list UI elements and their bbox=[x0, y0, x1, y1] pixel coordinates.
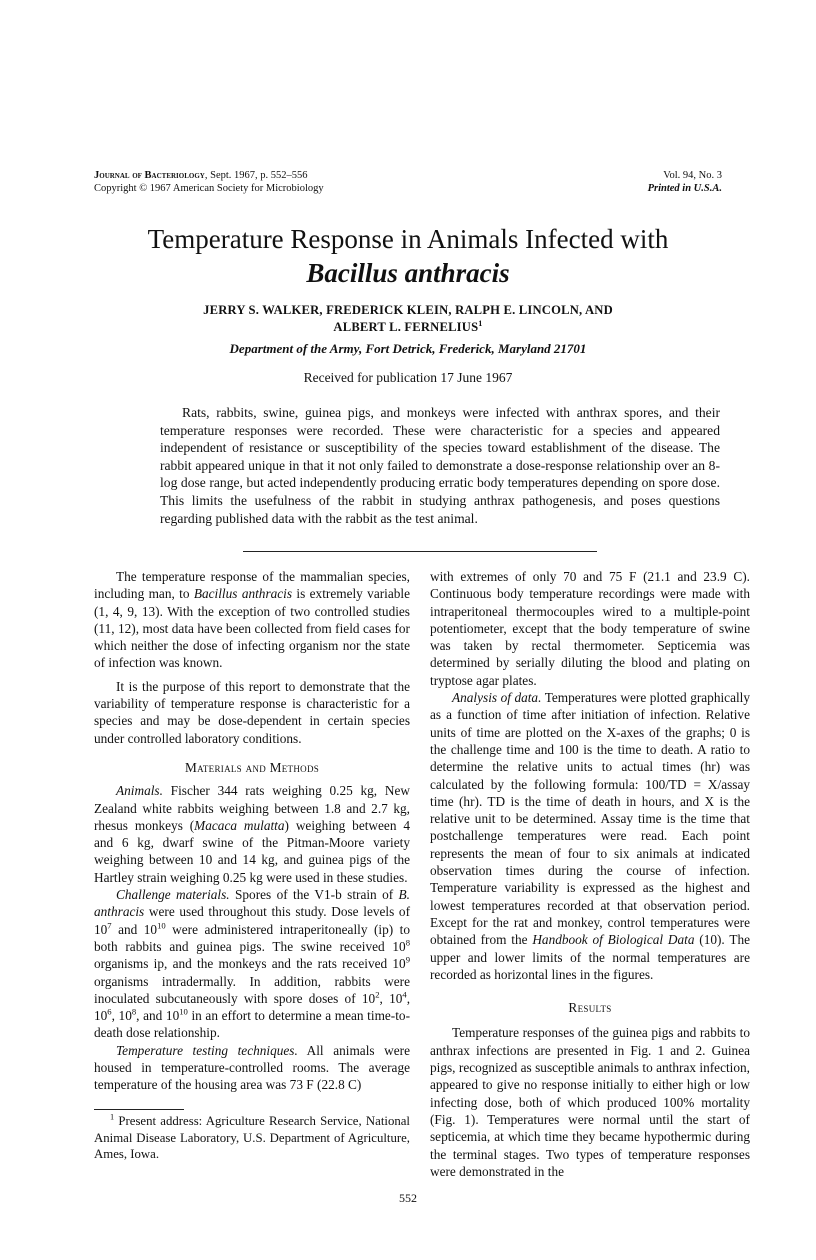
article-title bbox=[60, 222, 756, 290]
testing-paragraph: Temperature testing techniques. All animals were housed in temperature-controlled rooms. The average temperature of the housing area was 73 F (22.8 C) bbox=[94, 1042, 410, 1093]
running-header-left bbox=[94, 169, 324, 195]
testing-paragraph-continued: with extremes of only 70 and 75 F (21.1 and 23.9 C). Continuous body temperature recordings were made with intraperitoneal thermocouples wired to a multiple-point potentiometer, except that the body temperature of swine was taken by rectal thermometer. Septicemia was determined by serially diluting the blood and plating on tryptose agar plates. bbox=[430, 569, 750, 688]
right-column bbox=[430, 568, 750, 1180]
abstract: Rats, rabbits, swine, guinea pigs, and monkeys were infected with anthrax spores, and their temperature responses were recorded. These were characteristic for a species and appeared independent of resistance or susceptibility of the species toward establishment of the disease. The rabbit appeared unique in that it not only failed to demonstrate a dose-response relationship over an 8-log dose range, but acted independently producing erratic body temperatures depending on spore dose. This limits the usefulness of the rabbit in studying anthrax pathogenesis, and poses questions regarding published data with the rabbit as the test animal. bbox=[160, 405, 720, 526]
printed-in: Printed in U.S.A. bbox=[647, 183, 722, 194]
methods-heading: Materials and Methods bbox=[184, 759, 320, 775]
results-heading: Results bbox=[568, 1000, 612, 1016]
title-line-2: Bacillus anthracis bbox=[306, 258, 510, 288]
footnote: $^1$ Present address: Agriculture Research Service, National Animal Disease Laboratory, U.S. Department of Agriculture, Ames, Iowa. bbox=[94, 1112, 410, 1161]
intro-paragraph-2: It is the purpose of this report to demonstrate that the variability of temperature response is characteristic for a species and may be dose-dependent in certain species under controlled laboratory conditions. bbox=[94, 678, 410, 746]
challenge-paragraph: Challenge materials. Spores of the V1-b strain of B. anthracis were used throughout this study. Dose levels of $10^7$ and $10^{10}$ were administered intraperitoneally (ip) to both rabbits and guinea pigs. The swine received $10^8$ organisms ip, and the monkeys and the rats received $10^9$ organisms intradermally. In addition, rabbits were inoculated subcutaneously with spore doses of $10^2$, $10^4$, $10^6$, $10^8$, and $10^{10}$ in an effort to determine a mean time-to-death dose relationship. bbox=[94, 887, 411, 1041]
author-footnote-mark: 1 bbox=[478, 318, 483, 328]
journal-citation bbox=[94, 169, 324, 182]
results-paragraph-1: Temperature responses of the guinea pigs and rabbits to anthrax infections are presented in Fig. 1 and 2. Guinea pigs, recognized as susceptible animals to anthrax infection, appeared to give no response initially to either high or low infecting dose, both of which produced 100% mortality (Fig. 1). Temperatures were normal until the start of septicemia, at which time they became hypothermic during the terminal stages. Two types of temperature responses were demonstrated in the bbox=[430, 1025, 750, 1179]
volume-issue: Vol. 94, No. 3 bbox=[663, 170, 722, 181]
received-date: Received for publication 17 June 1967 bbox=[303, 370, 513, 385]
authors-line-2: ALBERT L. FERNELIUS$^1$ bbox=[333, 318, 483, 334]
journal-name: Journal of Bacteriology bbox=[94, 170, 205, 181]
affiliation: Department of the Army, Fort Detrick, Frederick, Maryland 21701 bbox=[229, 341, 587, 356]
title-line-1: Temperature Response in Animals Infected with bbox=[147, 224, 669, 254]
left-column bbox=[94, 568, 410, 1094]
abstract-divider bbox=[243, 551, 597, 552]
analysis-paragraph: Analysis of data. Temperatures were plotted graphically as a function of time after initiation of infection. Relative units of time are plotted on the X-axes of the graphs; 0 is the challenge time and 100 is the time to death. A ratio to determine the relative units to actual times (hr) was calculated by the following formula: 100/TD = X/assay time (hr). TD is the time of death in hours, and X is the relative unit to be determined. Assay time is the time that postchallenge temperatures were read. Each point represents the mean of four to six animals at indicated observation times during the course of infection. Temperature variability is expressed as the highest and lowest temperatures recorded at that observation period. Except for the rat and monkey, control temperatures were obtained from the Handbook of Biological Data (10). The upper and lower limits of the normal temperatures are recorded as horizontal lines in the figures. bbox=[430, 690, 751, 982]
author-list bbox=[60, 302, 756, 336]
animals-paragraph: Animals. Fischer 344 rats weighing 0.25 kg, New Zealand white rabbits weighing between 1.8 and 2.7 kg, rhesus monkeys (Macaca mulatta) weighing between 4 and 6 kg, dwarf swine of the Pitman-Moore variety weighing between 10 and 14 kg, and guinea pigs of the Hartley strain weighing 0.25 kg were used in these studies. bbox=[94, 783, 410, 885]
copyright-line: Copyright © 1967 American Society for Microbiology bbox=[94, 183, 324, 194]
page-number: 552 bbox=[399, 1191, 417, 1205]
footnote-divider bbox=[94, 1109, 184, 1110]
running-header-right bbox=[648, 169, 722, 195]
intro-paragraph-1: The temperature response of the mammalian species, including man, to Bacillus anthracis is extremely variable (1, 4, 9, 13). With the exception of two controlled studies (11, 12), most data have been collected from field cases for which neither the dose of infecting organism nor the state of infection was known. bbox=[94, 569, 410, 671]
authors-line-1: JERRY S. WALKER, FREDERICK KLEIN, RALPH E. LINCOLN, AND bbox=[203, 303, 613, 317]
citation-details: , Sept. 1967, p. 552–556 bbox=[204, 170, 308, 181]
